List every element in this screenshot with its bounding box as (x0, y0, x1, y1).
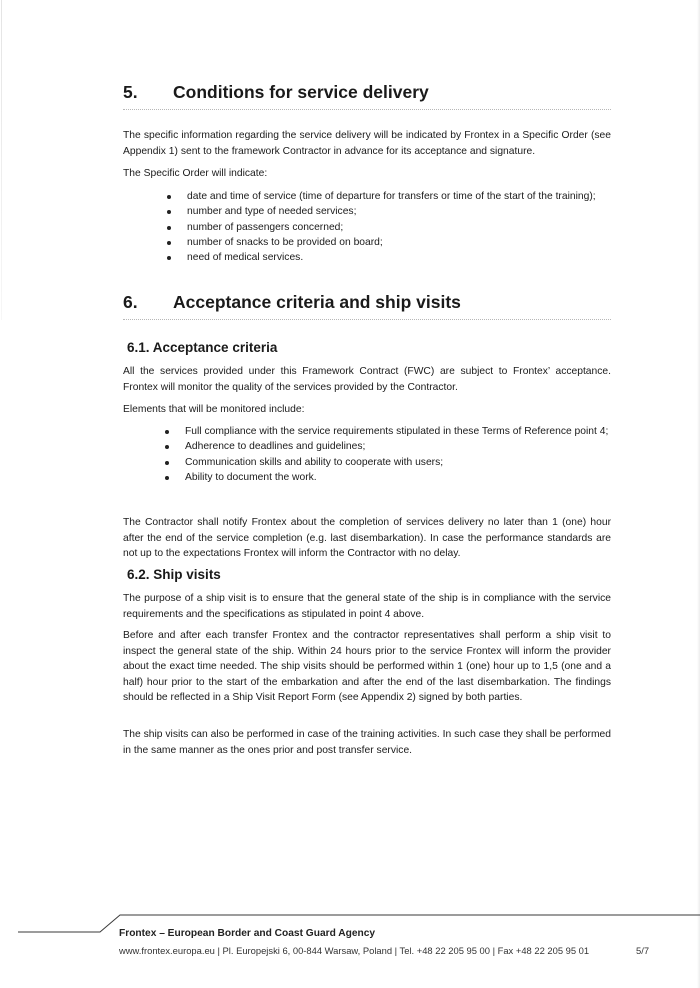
list-item: Ability to document the work. (165, 470, 611, 485)
section-5-title: Conditions for service delivery (173, 82, 429, 102)
list-item: need of medical services. (167, 250, 611, 265)
section-6-2-paragraph-2: Before and after each transfer Frontex and the contractor representatives shall perform a ship visit to inspect the general state of the ship. Within 24 hours prior to the service Frontex will inform the provider about the exact time needed. The ship visits should be performed within 1 (one) hour up to 1,5 (one and a half) hour prior to the start of the embarkation and after the end of the last disembarkation. The findings should be reflected in a Ship Visit Report Form (see Appendix 2) signed by both parties. (123, 630, 611, 703)
footer-address: www.frontex.europa.eu | Pl. Europejski 6, 00-844 Warsaw, Poland | Tel. +48 22 205 95 00 | Fax +48 22 205 95 01 (119, 945, 590, 956)
bullet-icon (165, 461, 169, 465)
section-5-heading (123, 82, 611, 110)
footer-agency-name: Frontex – European Border and Coast Guard Agency (119, 928, 376, 939)
section-6-title: Acceptance criteria and ship visits (173, 292, 461, 312)
section-6-1-number: 6.1. (127, 340, 150, 355)
section-5-paragraph-2: The Specific Order will indicate: (123, 168, 268, 179)
section-6-1-title: Acceptance criteria (152, 340, 278, 355)
bullet-icon (167, 241, 171, 245)
section-6-1-bullet-list (165, 424, 611, 485)
page-edge-line (1, 0, 2, 320)
section-6-number: 6. (123, 292, 138, 312)
section-6-1-paragraph-1: All the services provided under this Framework Contract (FWC) are subject to Frontex’ acceptance. Frontex will monitor the quality of the services provided by the Contractor. (123, 366, 611, 393)
section-5-paragraph-1: The specific information regarding the service delivery will be indicated by Frontex in a Specific Order (see Appendix 1) sent to the framework Contractor in advance for its acceptance and signature. (123, 130, 611, 157)
list-item: number of snacks to be provided on board; (167, 235, 611, 250)
bullet-icon (167, 195, 171, 199)
list-item: date and time of service (time of departure for transfers or time of the start of the training); (167, 189, 611, 204)
section-5-bullet-list (167, 189, 611, 265)
section-6-2-paragraph-3: The ship visits can also be performed in case of the training activities. In such case they shall be performed in the same manner as the ones prior and post transfer service. (123, 729, 611, 756)
section-5-number: 5. (123, 82, 138, 102)
bullet-icon (167, 226, 171, 230)
list-item: Adherence to deadlines and guidelines; (165, 439, 611, 454)
section-6-heading (123, 292, 611, 320)
page-number: 5/7 (636, 945, 650, 956)
section-6-1-heading (127, 340, 277, 355)
list-item: Full compliance with the service requirements stipulated in these Terms of Reference point 4; (165, 424, 611, 439)
bullet-icon (165, 430, 169, 434)
bullet-icon (167, 256, 171, 260)
section-6-2-heading (127, 567, 221, 582)
bullet-icon (167, 210, 171, 214)
section-6-2-title: Ship visits (153, 567, 221, 582)
list-item: number of passengers concerned; (167, 220, 611, 235)
section-6-1-paragraph-3: The Contractor shall notify Frontex about the completion of services delivery no later than 1 (one) hour after the end of the service completion (e.g. last disembarkation). In case the performance standards are not up to the expectations Frontex will inform the Contractor with no delay. (123, 517, 611, 559)
bullet-icon (165, 476, 169, 480)
section-6-1-paragraph-2: Elements that will be monitored include: (123, 404, 305, 415)
list-item: number and type of needed services; (167, 204, 611, 219)
list-item: Communication skills and ability to cooperate with users; (165, 455, 611, 470)
section-6-2-paragraph-1: The purpose of a ship visit is to ensure that the general state of the ship is in compliance with the service requirements and the specifications as stipulated in point 4 above. (123, 593, 611, 620)
section-6-2-number: 6.2. (127, 567, 150, 582)
bullet-icon (165, 445, 169, 449)
